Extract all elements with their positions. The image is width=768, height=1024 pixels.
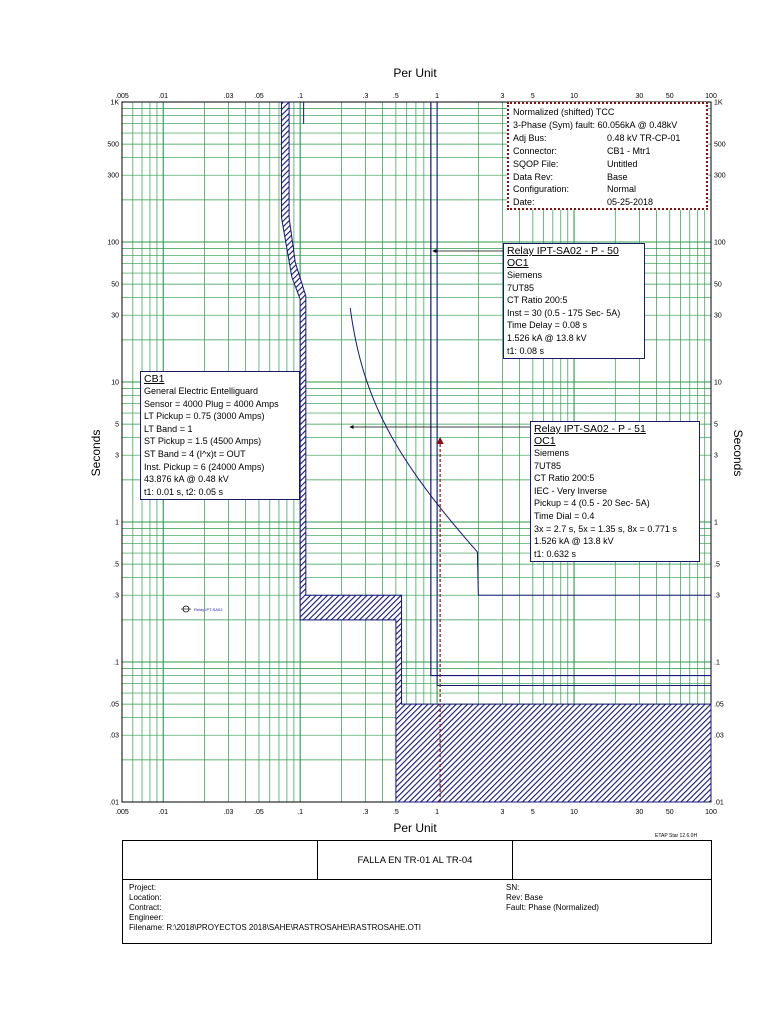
relay51-line: Pickup = 4 (0.5 - 20 Sec- 5A) xyxy=(534,498,650,509)
x-tick-label-bottom: 50 xyxy=(665,809,674,816)
x-tick-label-top: 100 xyxy=(705,93,717,100)
x-tick-label-top: 1 xyxy=(435,93,440,100)
cb1-line: General Electric Entelliguard xyxy=(144,386,259,396)
x-tick-label-bottom: 3 xyxy=(500,809,505,816)
x-tick-label-bottom: .03 xyxy=(223,809,234,816)
relay51-label[interactable] xyxy=(530,421,700,562)
info-row-config: Configuration: Normal xyxy=(513,184,637,195)
y-tick-label-right: 3 xyxy=(714,452,718,460)
y-axis-title-right: Seconds xyxy=(731,429,745,477)
x-tick-label-bottom: .1 xyxy=(297,809,304,816)
y-tick-label-right: .01 xyxy=(714,799,724,807)
relay51-title: Relay IPT-SA02 - P - 51 xyxy=(534,423,646,435)
y-tick-label-right: 10 xyxy=(714,379,722,387)
cb1-line: ST Pickup = 1.5 (4500 Amps) xyxy=(144,436,262,447)
y-tick-label-right: 500 xyxy=(714,141,726,149)
y-tick-label-left: 1 xyxy=(115,519,119,527)
x-tick-label-top: .01 xyxy=(158,93,169,100)
x-tick-label-top: 10 xyxy=(570,93,578,100)
relay51-line: IEC - Very Inverse xyxy=(534,485,608,496)
relay50-line: Siemens xyxy=(507,270,543,280)
relay51-line: CT Ratio 200:5 xyxy=(534,473,595,484)
info-row-date: Date: 05-25-2018 xyxy=(513,197,654,208)
tb-sn: SN: xyxy=(506,883,520,892)
info-row-bus: Adj Bus: 0.48 kV TR-CP-01 xyxy=(513,132,681,143)
tb-engineer: Engineer: xyxy=(129,913,164,922)
x-tick-label-top: 3 xyxy=(500,93,505,100)
tb-project: Project: xyxy=(129,883,157,892)
y-tick-label-left: 300 xyxy=(107,172,119,180)
y-tick-label-left: .1 xyxy=(113,659,119,667)
y-tick-label-left: .3 xyxy=(113,592,119,600)
relay50-line: CT Ratio 200:5 xyxy=(507,295,568,306)
info-fault: 3-Phase (Sym) fault: 60.056kA @ 0.48kV xyxy=(513,119,678,130)
x-tick-label-bottom: .5 xyxy=(392,809,399,816)
cb1-title: CB1 xyxy=(144,373,165,385)
x-tick-label-top: .005 xyxy=(115,93,129,100)
y-tick-label-right: 100 xyxy=(714,239,726,247)
cb1-line: LT Pickup = 0.75 (3000 Amps) xyxy=(144,411,265,422)
x-tick-label-top: 5 xyxy=(530,93,535,100)
relay50-line: Inst = 30 (0.5 - 175 Sec- 5A) xyxy=(507,307,621,318)
cb1-label[interactable] xyxy=(140,371,300,500)
y-tick-label-left: .01 xyxy=(109,799,119,807)
y-tick-label-right: 300 xyxy=(714,172,726,180)
relay51-line: 1.526 kA @ 13.8 kV xyxy=(534,536,614,547)
cb1-line: ST Band = 4 (I^x)t = OUT xyxy=(144,448,246,459)
y-tick-label-right: .3 xyxy=(714,592,720,600)
tb-filename: Filename: R:\2018\PROYECTOS 2018\SAHE\RASTROSAHE\RASTROSAHE.OTI xyxy=(129,923,421,932)
cb1-line: LT Band = 1 xyxy=(144,423,193,434)
etap-version: ETAP Star 12.6.0H xyxy=(655,833,698,839)
info-row-connector: Connector: CB1 - Mtr1 xyxy=(513,145,651,156)
x-tick-label-bottom: .05 xyxy=(254,809,264,816)
x-tick-label-top: 50 xyxy=(665,93,674,100)
cb1-line: t1: 0.01 s, t2: 0.05 s xyxy=(144,486,224,497)
relay50-label[interactable] xyxy=(503,243,645,359)
y-tick-label-right: 1 xyxy=(714,519,718,527)
info-row-rev: Data Rev: Base xyxy=(513,171,628,182)
y-tick-label-left: .5 xyxy=(113,561,119,569)
y-tick-label-left: .03 xyxy=(109,732,119,740)
x-tick-label-bottom: .005 xyxy=(115,809,129,816)
x-tick-label-bottom: 100 xyxy=(705,809,717,816)
x-tick-label-top: .1 xyxy=(297,93,304,100)
x-tick-label-bottom: 5 xyxy=(530,809,535,816)
y-tick-label-left: 5 xyxy=(115,421,119,429)
y-tick-label-right: 1K xyxy=(714,99,723,107)
y-tick-label-right: .03 xyxy=(714,732,724,740)
y-axis-title-left: Seconds xyxy=(89,429,103,477)
relay50-line: Time Delay = 0.08 s xyxy=(507,320,587,331)
x-tick-label-bottom: 1 xyxy=(435,809,440,816)
title-block-title: FALLA EN TR-01 AL TR-04 xyxy=(317,841,513,879)
y-tick-label-right: .05 xyxy=(714,701,724,709)
y-tick-label-right: 5 xyxy=(714,421,718,429)
tb-location: Location: xyxy=(129,893,162,902)
relay51-line: Time Dial = 0.4 xyxy=(534,510,595,521)
title-block xyxy=(122,840,712,944)
info-heading: Normalized (shifted) TCC xyxy=(513,107,615,117)
y-tick-label-right: .1 xyxy=(714,659,720,667)
x-tick-label-top: .5 xyxy=(392,93,399,100)
relay50-title: Relay IPT-SA02 - P - 50 xyxy=(507,245,619,257)
x-axis-title-top: Per Unit xyxy=(393,66,437,80)
y-tick-label-right: 30 xyxy=(714,312,722,320)
relay51-line: 7UT85 xyxy=(534,460,562,471)
tb-fault: Fault: Phase (Normalized) xyxy=(506,903,599,912)
x-axis-title-bottom: Per Unit xyxy=(393,821,437,835)
small-marker-label: Relay IPT-SA02 xyxy=(194,607,223,612)
relay50-line: 7UT85 xyxy=(507,282,535,293)
x-tick-label-top: .03 xyxy=(223,93,234,100)
y-tick-label-left: 3 xyxy=(115,452,119,460)
y-tick-label-left: 10 xyxy=(111,379,119,387)
relay50-line: 1.526 kA @ 13.8 kV xyxy=(507,332,587,343)
y-tick-label-right: .5 xyxy=(714,561,720,569)
relay51-line: 3x = 2.7 s, 5x = 1.35 s, 8x = 0.771 s xyxy=(534,523,677,534)
x-tick-label-bottom: .01 xyxy=(158,809,169,816)
y-tick-label-left: 500 xyxy=(107,141,119,149)
info-row-file: SQOP File: Untitled xyxy=(513,158,638,169)
relay51-line: t1: 0.632 s xyxy=(534,548,577,559)
x-tick-label-bottom: .3 xyxy=(362,809,369,816)
tb-rev: Rev: Base xyxy=(506,893,543,902)
tb-contract: Contract: xyxy=(129,903,162,912)
cb1-line: Sensor = 4000 Plug = 4000 Amps xyxy=(144,398,279,409)
y-tick-label-left: .05 xyxy=(109,701,119,709)
x-tick-label-bottom: 10 xyxy=(570,809,578,816)
y-tick-label-left: 30 xyxy=(111,312,119,320)
relay50-subtitle: OC1 xyxy=(507,257,529,269)
y-tick-label-left: 100 xyxy=(107,239,119,247)
relay51-subtitle: OC1 xyxy=(534,435,556,447)
x-tick-label-top: .3 xyxy=(362,93,369,100)
x-tick-label-top: .05 xyxy=(254,93,264,100)
x-tick-label-bottom: 30 xyxy=(635,809,644,816)
relay50-line: t1: 0.08 s xyxy=(507,345,545,356)
tcc-info-box xyxy=(507,102,708,210)
cb1-line: Inst. Pickup = 6 (24000 Amps) xyxy=(144,461,265,472)
cb1-line: 43.876 kA @ 0.48 kV xyxy=(144,474,229,485)
relay51-line: Siemens xyxy=(534,448,570,458)
y-tick-label-right: 50 xyxy=(714,281,722,289)
y-tick-label-left: 1K xyxy=(110,99,119,107)
x-tick-label-top: 30 xyxy=(635,93,644,100)
y-tick-label-left: 50 xyxy=(111,281,119,289)
